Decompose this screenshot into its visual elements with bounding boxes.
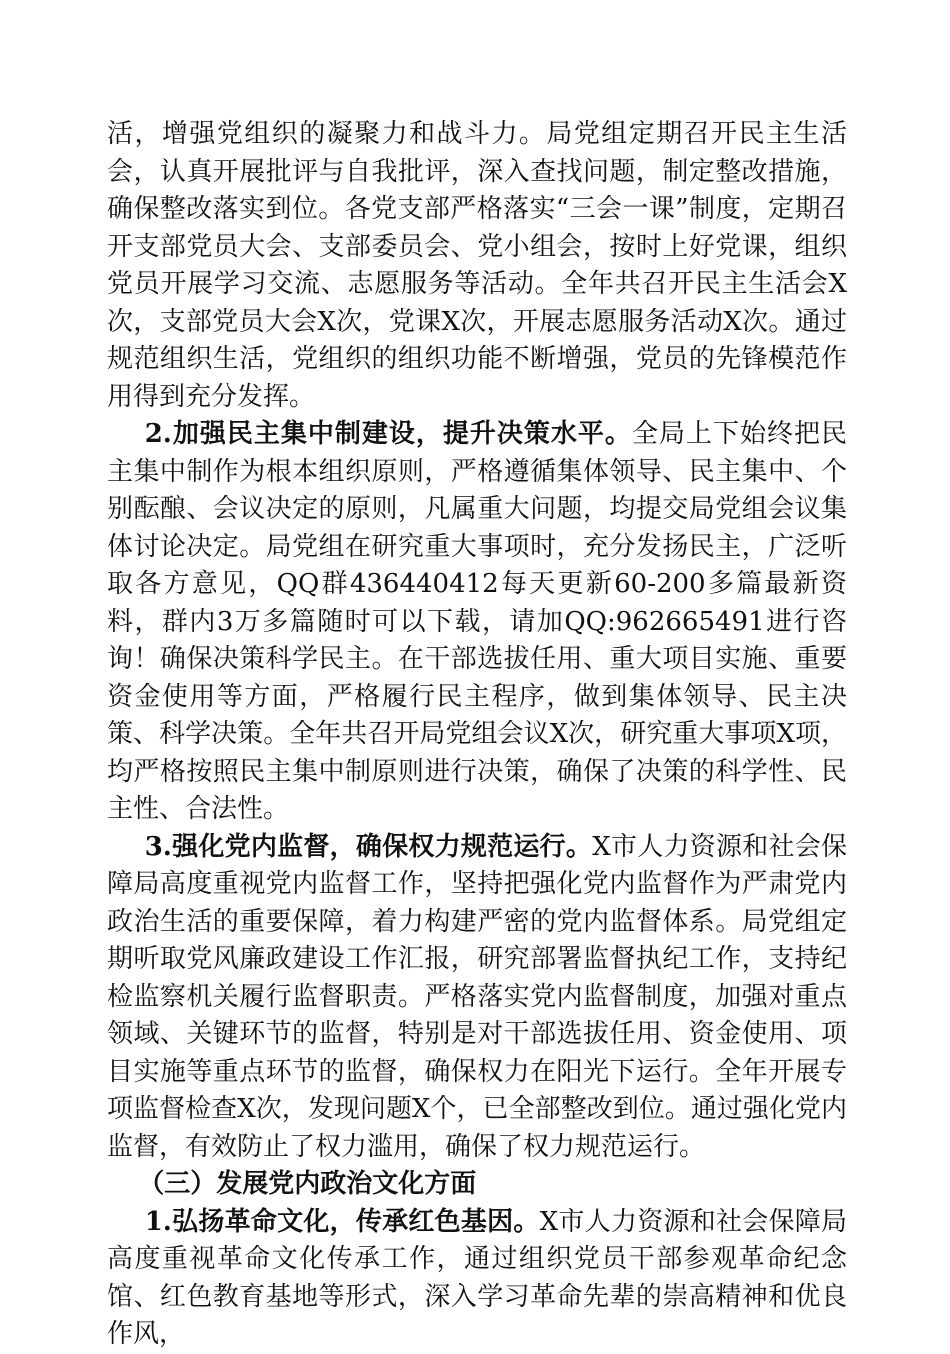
paragraph-text: 全局上下始终把民主集中制作为根本组织原则，严格遵循集体领导、民主集中、个别酝酿、会议决定的原则，凡属重大问题，均提交局党组会议集体讨论决定。局党组在研究重大事项时，充分发扬民主，广泛听取各方意见，QQ群436440412每天更新60-200多篇最新资料，群内3万多篇随时可以下载，请加QQ:962665491进行咨询！确保决策科学民主。在干部选拔任用、重大项目实施、重要资金使用等方面，严格履行民主程序，做到集体领导、民主决策、科学决策。全年共召开局党组会议X次，研究重大事项X项，均严格按照民主集中制原则进行决策，确保了决策的科学性、民主性、合法性。 <box>107 419 847 824</box>
paragraph-heading: 1.弘扬革命文化，传承红色基因。 <box>144 1206 540 1237</box>
paragraph-text: 活，增强党组织的凝聚力和战斗力。局党组定期召开民主生活会，认真开展批评与自我批评，深入查找问题，制定整改措施，确保整改落实到位。各党支部严格落实“三会一课”制度，定期召开支部党员大会、支部委员会、党小组会，按时上好党课，组织党员开展学习交流、志愿服务等活动。全年共召开民主生活会X次，支部党员大会X次，党课X次，开展志愿服务活动X次。通过规范组织生活，党组织的组织功能不断增强，党员的先锋模范作用得到充分发挥。 <box>107 119 847 412</box>
document-page <box>107 116 847 1354</box>
paragraph-heading: 2.加强民主集中制建设，提升决策水平。 <box>144 419 632 449</box>
paragraph-text: X市人力资源和社会保障局高度重视党内监督工作，坚持把强化党内监督作为严肃党内政治生活的重要保障，着力构建严密的党内监督体系。局党组定期听取党风廉政建设工作汇报，研究部署监督执纪工作，支持纪检监察机关履行监督职责。严格落实党内监督制度，加强对重点领域、关键环节的监督，特别是对干部选拔任用、资金使用、项目实施等重点环节的监督，确保权力在阳光下运行。全年开展专项监督检查X次，发现问题X个，已全部整改到位。通过强化党内监督，有效防止了权力滥用，确保了权力规范运行。 <box>107 831 847 1162</box>
section-title: （三）发展党内政治文化方面 <box>138 1169 477 1199</box>
paragraph-continued <box>107 116 847 416</box>
paragraph-revolutionary-culture <box>107 1204 847 1354</box>
paragraph-democratic-centralism <box>107 416 847 829</box>
paragraph-heading: 3.强化党内监督，确保权力规范运行。 <box>144 831 593 862</box>
paragraph-text: X市人力资源和社会保障局高度重视革命文化传承工作，通过组织党员干部参观革命纪念馆、红色教育基地等形式，深入学习革命先辈的崇高精神和优良作风， <box>107 1206 847 1349</box>
paragraph-party-supervision <box>107 829 847 1167</box>
